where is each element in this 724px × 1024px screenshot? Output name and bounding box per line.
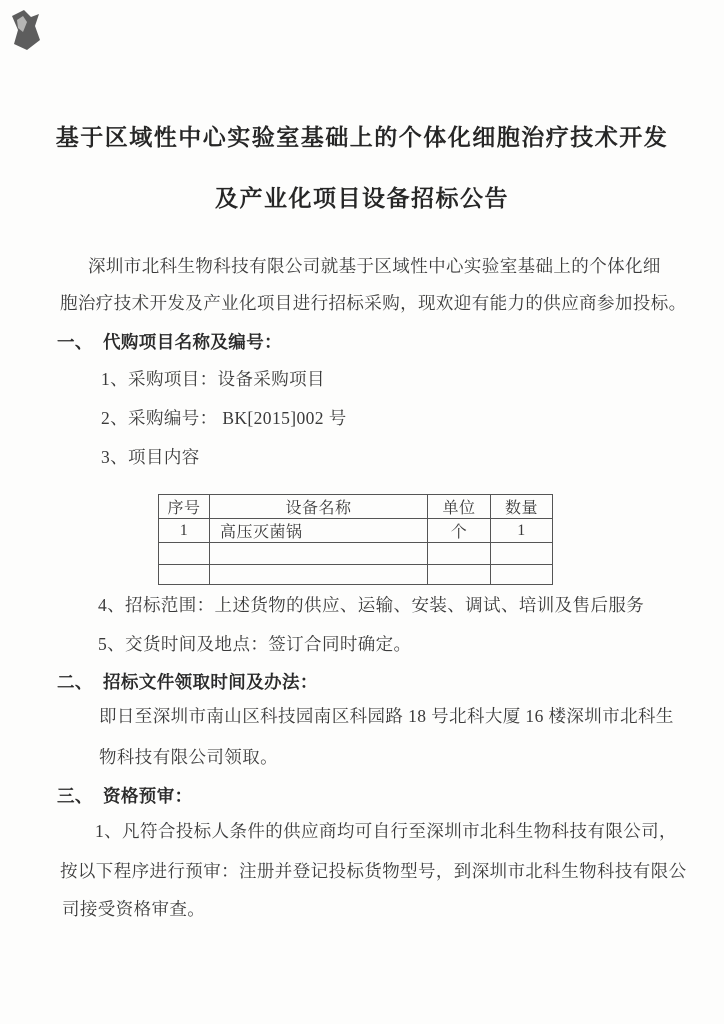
section-2-body-line-2: 物科技有限公司领取。 xyxy=(99,747,278,767)
table-header-cell: 设备名称 xyxy=(210,495,428,519)
section-1-item-3: 3、项目内容 xyxy=(101,447,200,467)
section-3-body-line-3: 司接受资格审查。 xyxy=(62,899,206,919)
table-header-cell: 数量 xyxy=(491,495,553,519)
table-cell: 个 xyxy=(428,519,491,543)
section-1-item-2: 2、采购编号： BK[2015]002 号 xyxy=(101,408,347,428)
section-3-marker: 三、 xyxy=(57,786,93,806)
section-1-item-4: 4、招标范围：上述货物的供应、运输、安装、调试、培训及售后服务 xyxy=(98,595,645,615)
section-2-heading xyxy=(57,672,318,693)
section-3-heading xyxy=(57,786,193,807)
table-cell: 高压灭菌锅 xyxy=(210,519,428,543)
intro-paragraph-line-2: 胞治疗技术开发及产业化项目进行招标采购，现欢迎有能力的供应商参加投标。 xyxy=(60,293,687,313)
section-3-body-line-2: 按以下程序进行预审：注册并登记投标货物型号，到深圳市北科生物科技有限公 xyxy=(60,861,687,881)
table-cell xyxy=(159,543,210,565)
section-3-heading-text: 资格预审： xyxy=(103,786,193,806)
section-2-heading-text: 招标文件领取时间及办法： xyxy=(103,672,318,692)
document-title-line-2: 及产业化项目设备招标公告 xyxy=(215,186,509,211)
table-cell xyxy=(428,543,491,565)
table-header-cell: 单位 xyxy=(428,495,491,519)
table-row xyxy=(159,565,553,585)
equipment-table-header-row xyxy=(159,495,553,519)
document-title-line-1: 基于区域性中心实验室基础上的个体化细胞治疗技术开发 xyxy=(55,125,669,150)
table-cell: 1 xyxy=(491,519,553,543)
equipment-table xyxy=(158,494,553,585)
table-cell xyxy=(159,565,210,585)
section-2-marker: 二、 xyxy=(57,672,93,692)
intro-paragraph-line-1: 深圳市北科生物科技有限公司就基于区域性中心实验室基础上的个体化细 xyxy=(88,256,661,276)
section-2-body-line-1: 即日至深圳市南山区科技园南区科园路 18 号北科大厦 16 楼深圳市北科生 xyxy=(99,706,674,726)
table-cell xyxy=(428,565,491,585)
section-1-marker: 一、 xyxy=(57,332,93,352)
table-row xyxy=(159,543,553,565)
table-cell xyxy=(491,565,553,585)
table-row xyxy=(159,519,553,543)
table-cell: 1 xyxy=(159,519,210,543)
section-1-item-1: 1、采购项目：设备采购项目 xyxy=(101,369,325,389)
section-1-heading-text: 代购项目名称及编号： xyxy=(103,332,282,352)
section-3-body-line-1: 1、凡符合投标人条件的供应商均可自行至深圳市北科生物科技有限公司， xyxy=(95,821,677,841)
scan-artifact-mark xyxy=(9,10,43,50)
table-cell xyxy=(491,543,553,565)
table-header-cell: 序号 xyxy=(159,495,210,519)
section-1-item-5: 5、交货时间及地点：签订合同时确定。 xyxy=(98,634,412,654)
table-cell xyxy=(210,543,428,565)
table-cell xyxy=(210,565,428,585)
section-1-heading xyxy=(57,332,282,353)
